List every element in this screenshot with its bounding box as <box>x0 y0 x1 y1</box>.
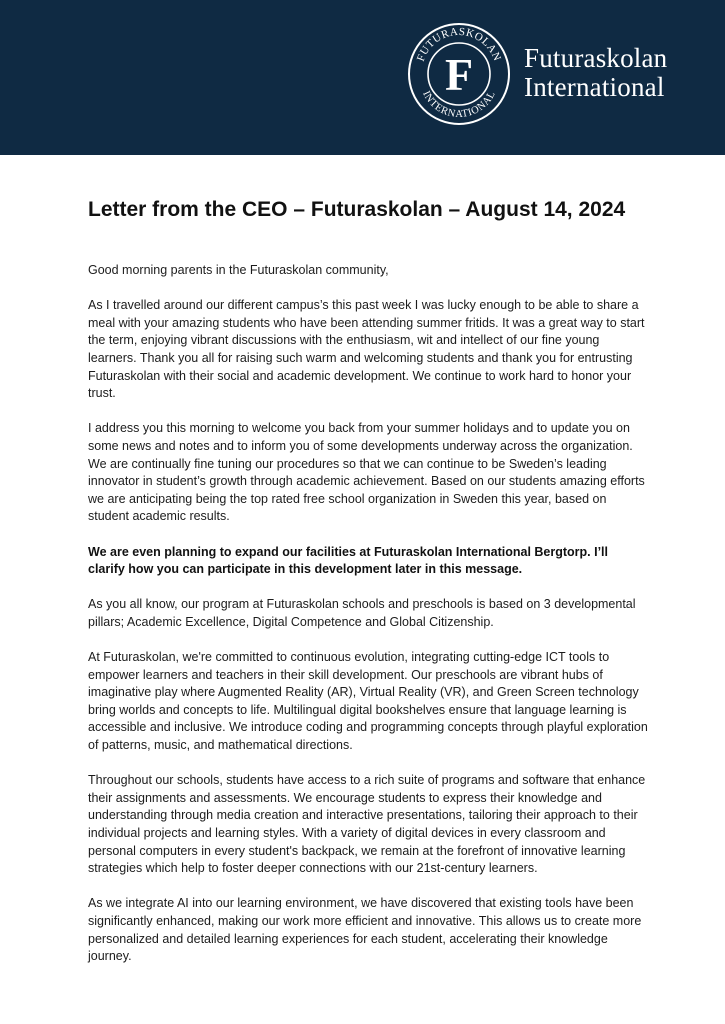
greeting: Good morning parents in the Futuraskolan community, <box>88 263 389 277</box>
brand-line-2: International <box>524 72 665 102</box>
school-seal-logo <box>407 12 511 130</box>
seal-text-bottom: INTERNATIONAL <box>420 89 498 121</box>
letter-body <box>88 262 648 983</box>
brand-line-1: Futuraskolan <box>524 43 668 73</box>
paragraph: At Futuraskolan, we're committed to continuous evolution, integrating cutting-edge ICT tools to empower learners and teachers in their skill development. Our preschools are vibrant hubs of imaginative play where Augmented Reality (AR), Virtual Reality (VR), and Green Screen technology bring worlds and concepts to life. Multilingual digital bookshelves ensure that language learning is accessible and inclusive. We introduce coding and programming concepts through playful exploration of patterns, music, and mathematical directions. <box>88 650 648 753</box>
paragraph: As you all know, our program at Futuraskolan schools and preschools is based on 3 developmental pillars; Academic Excellence, Digital Competence and Global Citizenship. <box>88 597 636 629</box>
seal-text-top: FUTURASKOLAN <box>414 25 504 64</box>
paragraph: I address you this morning to welcome you back from your summer holidays and to update you on some news and notes and to inform you of some developments underway across the organization. We are continually fine tuning our procedures so that we can continue to be Sweden’s leading innovator in student’s growth through academic achievement. Based on our students amazing efforts we are anticipating being the top rated free school organization in Sweden this year, based on student academic results. <box>88 421 645 524</box>
brand-name <box>524 44 667 102</box>
letter-title: Letter from the CEO – Futuraskolan – August 14, 2024 <box>88 198 626 221</box>
expansion-announcement: We are even planning to expand our facilities at Futuraskolan International Bergtorp. I’ll clarify how you can participate in this development later in this message. <box>88 544 609 577</box>
paragraph: As we integrate AI into our learning environment, we have discovered that existing tools have been significantly enhanced, making our work more efficient and innovative. This allows us to create more personalized and detailed learning experiences for each student, accelerating their knowledge journey. <box>88 896 642 964</box>
paragraph: Throughout our schools, students have access to a rich suite of programs and software that enhance their assignments and assessments. We encourage students to express their knowledge and understanding through media creation and interactive presentations, tailoring their approach to their individual projects and learning styles. With a variety of digital devices in every classroom and personal computers in every student's backpack, we remain at the forefront of innovative learning strategies which help to foster deeper connections with our 21st-century learners. <box>88 773 646 876</box>
paragraph: As I travelled around our different campus’s this past week I was lucky enough to be able to share a meal with your amazing students who have been attending summer fritids. It was a great way to start the term, enjoying vibrant discussions with the enthusiasm, wit and intellect of our fine young learners. Thank you all for raising such warm and welcoming students and thank you for entrusting Futuraskolan with their social and academic development. We continue to work hard to honor your trust. <box>88 298 645 401</box>
seal-letter: F <box>444 49 474 100</box>
letterhead-banner <box>0 0 725 155</box>
